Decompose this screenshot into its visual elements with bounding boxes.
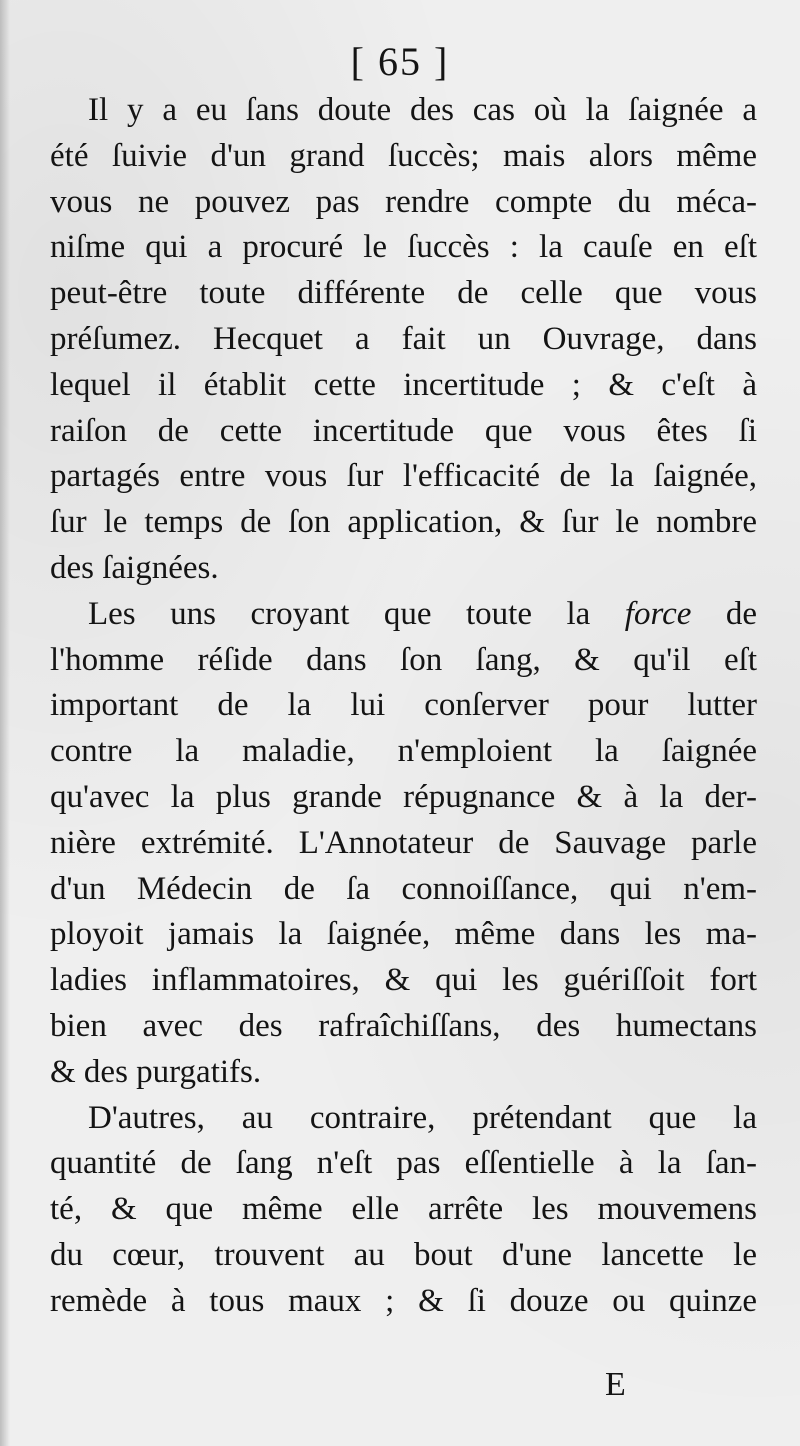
text-line: D'autres, au contraire, prétendant que la: [88, 1099, 757, 1136]
text-line: ployoit jamais la ſaignée, même dans les ma-: [50, 916, 757, 953]
text-line: remède à tous maux ; & ſi douze ou quinze: [50, 1282, 757, 1319]
text-line: té, & que même elle arrête les mouvemens: [50, 1191, 757, 1228]
text-line: préſumez. Hecquet a fait un Ouvrage, dans: [50, 320, 757, 357]
text-line: d'un Médecin de ſa connoiſſance, qui n'em-: [50, 870, 757, 907]
text-line: Il y a eu ſans doute des cas où la ſaignée a: [88, 92, 757, 128]
paragraph-1: [50, 88, 757, 592]
text-line: niſme qui a procuré le ſuccès : la cauſe en eſt: [50, 229, 757, 266]
text-line: quantité de ſang n'eſt pas eſſentielle à la ſan-: [50, 1145, 757, 1182]
text-line: nière extrémité. L'Annotateur de Sauvage parle: [50, 824, 757, 861]
text-line: [50, 592, 757, 638]
paragraph-3: [50, 1096, 757, 1325]
signature-mark: E: [605, 1366, 626, 1403]
text-line: peut-être toute différente de celle que vous: [50, 275, 757, 312]
text-line: lequel il établit cette incertitude ; & c'eſt à: [50, 366, 757, 403]
text-line: & des purgatifs.: [50, 1053, 262, 1090]
page-number: [ 65 ]: [350, 39, 450, 84]
body-text: [50, 88, 757, 1325]
page-edge-shadow: [0, 0, 10, 1446]
text-segment: de: [725, 595, 758, 632]
text-line: ladies inflammatoires, & qui les guériſſoit fort: [50, 962, 757, 999]
text-line: du cœur, trouvent au bout d'une lancette le: [50, 1236, 757, 1273]
text-line: qu'avec la plus grande répugnance & à la der-: [50, 778, 757, 815]
text-line: bien avec des rafraîchiſſans, des humectans: [50, 1007, 757, 1044]
paragraph-2: [50, 592, 757, 1096]
text-line: vous ne pouvez pas rendre compte du méca-: [50, 183, 757, 220]
text-line: ſur le temps de ſon application, & ſur le nombre: [50, 504, 757, 541]
text-line: important de la lui conſerver pour lutter: [50, 687, 757, 724]
text-line: été ſuivie d'un grand ſuccès; mais alors même: [50, 137, 757, 174]
italic-word: force: [624, 595, 692, 632]
text-line: l'homme réſide dans ſon ſang, & qu'il eſt: [50, 641, 757, 678]
text-line: contre la maladie, n'emploient la ſaignée: [50, 733, 757, 770]
text-line: partagés entre vous ſur l'efficacité de la ſaignée,: [50, 458, 757, 495]
text-segment: Les uns croyant que toute la: [88, 595, 591, 632]
text-line: raiſon de cette incertitude que vous êtes ſi: [50, 412, 757, 449]
text-line: des ſaignées.: [50, 549, 219, 586]
